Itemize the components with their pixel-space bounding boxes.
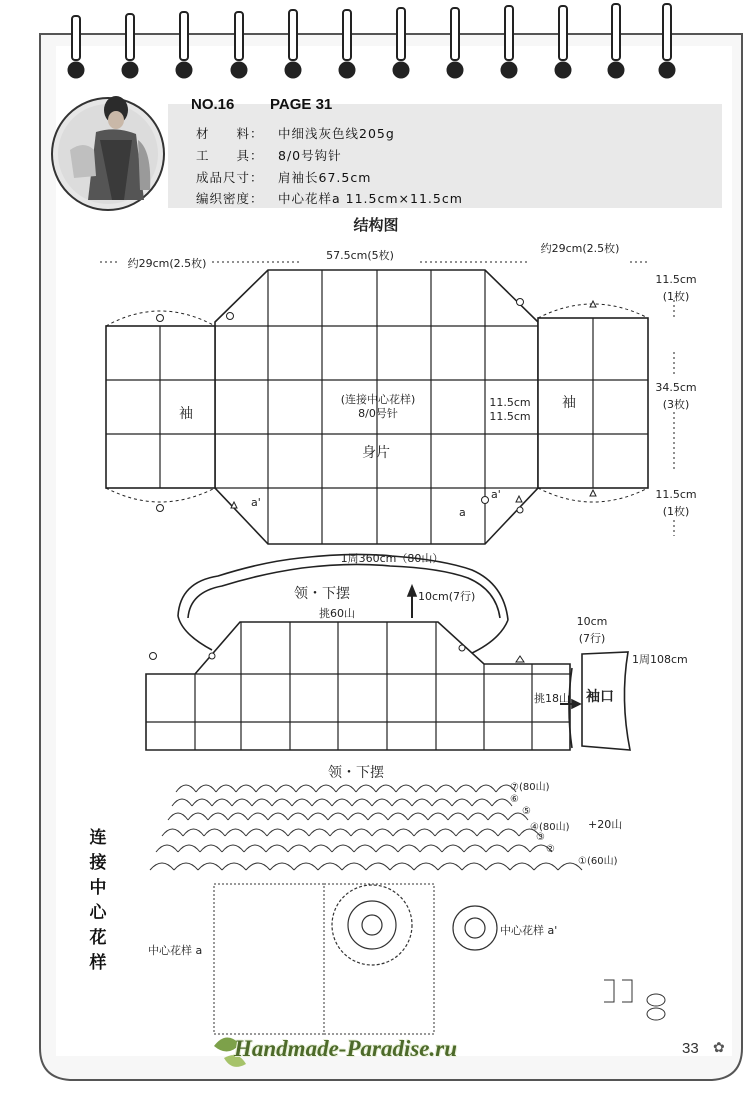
chart-row-5: ⑤ [522,806,531,817]
collar-name: 领・下摆 [294,586,350,602]
mark-a-prime-right: a' [491,488,501,501]
dim-right-row1-count: (1枚) [662,290,690,303]
cuff-name: 袖口 [586,689,614,705]
chart-increase: +20山 [588,818,623,831]
hook-note: 8/0号针 [358,407,398,420]
spec-value: 肩袖长67.5cm [278,170,372,185]
spec-tools [196,146,342,166]
spec-value: 中细浅灰色线205g [278,126,395,141]
collar-total: 1周360cm（80山） [340,552,444,565]
dim-left: 约29cm(2.5枚) [127,257,207,270]
chart-row-4: ④(80山) [530,822,570,833]
spec-size [196,168,371,188]
cuff-pick: 挑18山 [534,692,570,705]
motif-a-prime-label: 中心花样 a' [500,924,558,937]
spec-value: 8/0号钩针 [278,148,342,163]
cuff-rows: (7行) [578,632,606,645]
page-number: 33 [682,1040,699,1057]
cell-width: 11.5cm [489,396,531,409]
watermark: Handmade-Paradise.ru [234,1036,457,1061]
model-photo [52,96,164,210]
dim-right: 约29cm(2.5枚) [540,242,620,255]
sleeve-left-label: 袖 [179,406,193,422]
center-note: (连接中心花样) [340,393,416,406]
spec-label: 材 料： [196,126,264,141]
motif-a-label: 中心花样 a [148,944,203,957]
page-reference: PAGE 31 [270,96,333,113]
collar-pick: 挑60山 [319,607,355,620]
body-label: 身片 [362,445,390,461]
spec-label: 编织密度： [196,191,264,206]
spec-label: 成品尺寸： [196,170,264,185]
chart-row-2: ② [546,844,555,855]
dim-right-row3-count: (1枚) [662,505,690,518]
spec-materials [196,124,395,144]
chart-row-3: ③ [536,832,545,843]
chart-row-7: ⑦(80山) [510,782,550,793]
mark-a: a [459,506,466,519]
flower-icon: ✿ [713,1040,725,1056]
dim-right-row2-count: (3枚) [662,398,690,411]
spec-label: 工 具： [196,148,264,163]
chart-title: 领・下摆 [328,765,384,781]
chart-row-6: ⑥ [510,794,519,805]
mark-a-prime-left: a' [251,496,261,509]
spec-gauge [196,189,463,209]
pattern-number: NO.16 [191,96,235,113]
cuff-total: 1周108cm [632,653,688,666]
dim-right-row1: 11.5cm [655,273,697,286]
collar-height: 10cm(7行) [418,590,476,603]
side-title: 连 接 中 心 花 样 [89,828,107,973]
dim-right-row2: 34.5cm [655,381,697,394]
dim-top: 57.5cm(5枚) [326,249,394,262]
spec-value: 中心花样a 11.5cm×11.5cm [278,191,463,206]
structure-title: 结构图 [353,216,399,234]
cell-height: 11.5cm [489,410,531,423]
sleeve-right-label: 袖 [562,395,576,411]
chart-row-1: ①(60山) [578,856,618,867]
dim-right-row3: 11.5cm [655,488,697,501]
cuff-height: 10cm [576,615,608,628]
